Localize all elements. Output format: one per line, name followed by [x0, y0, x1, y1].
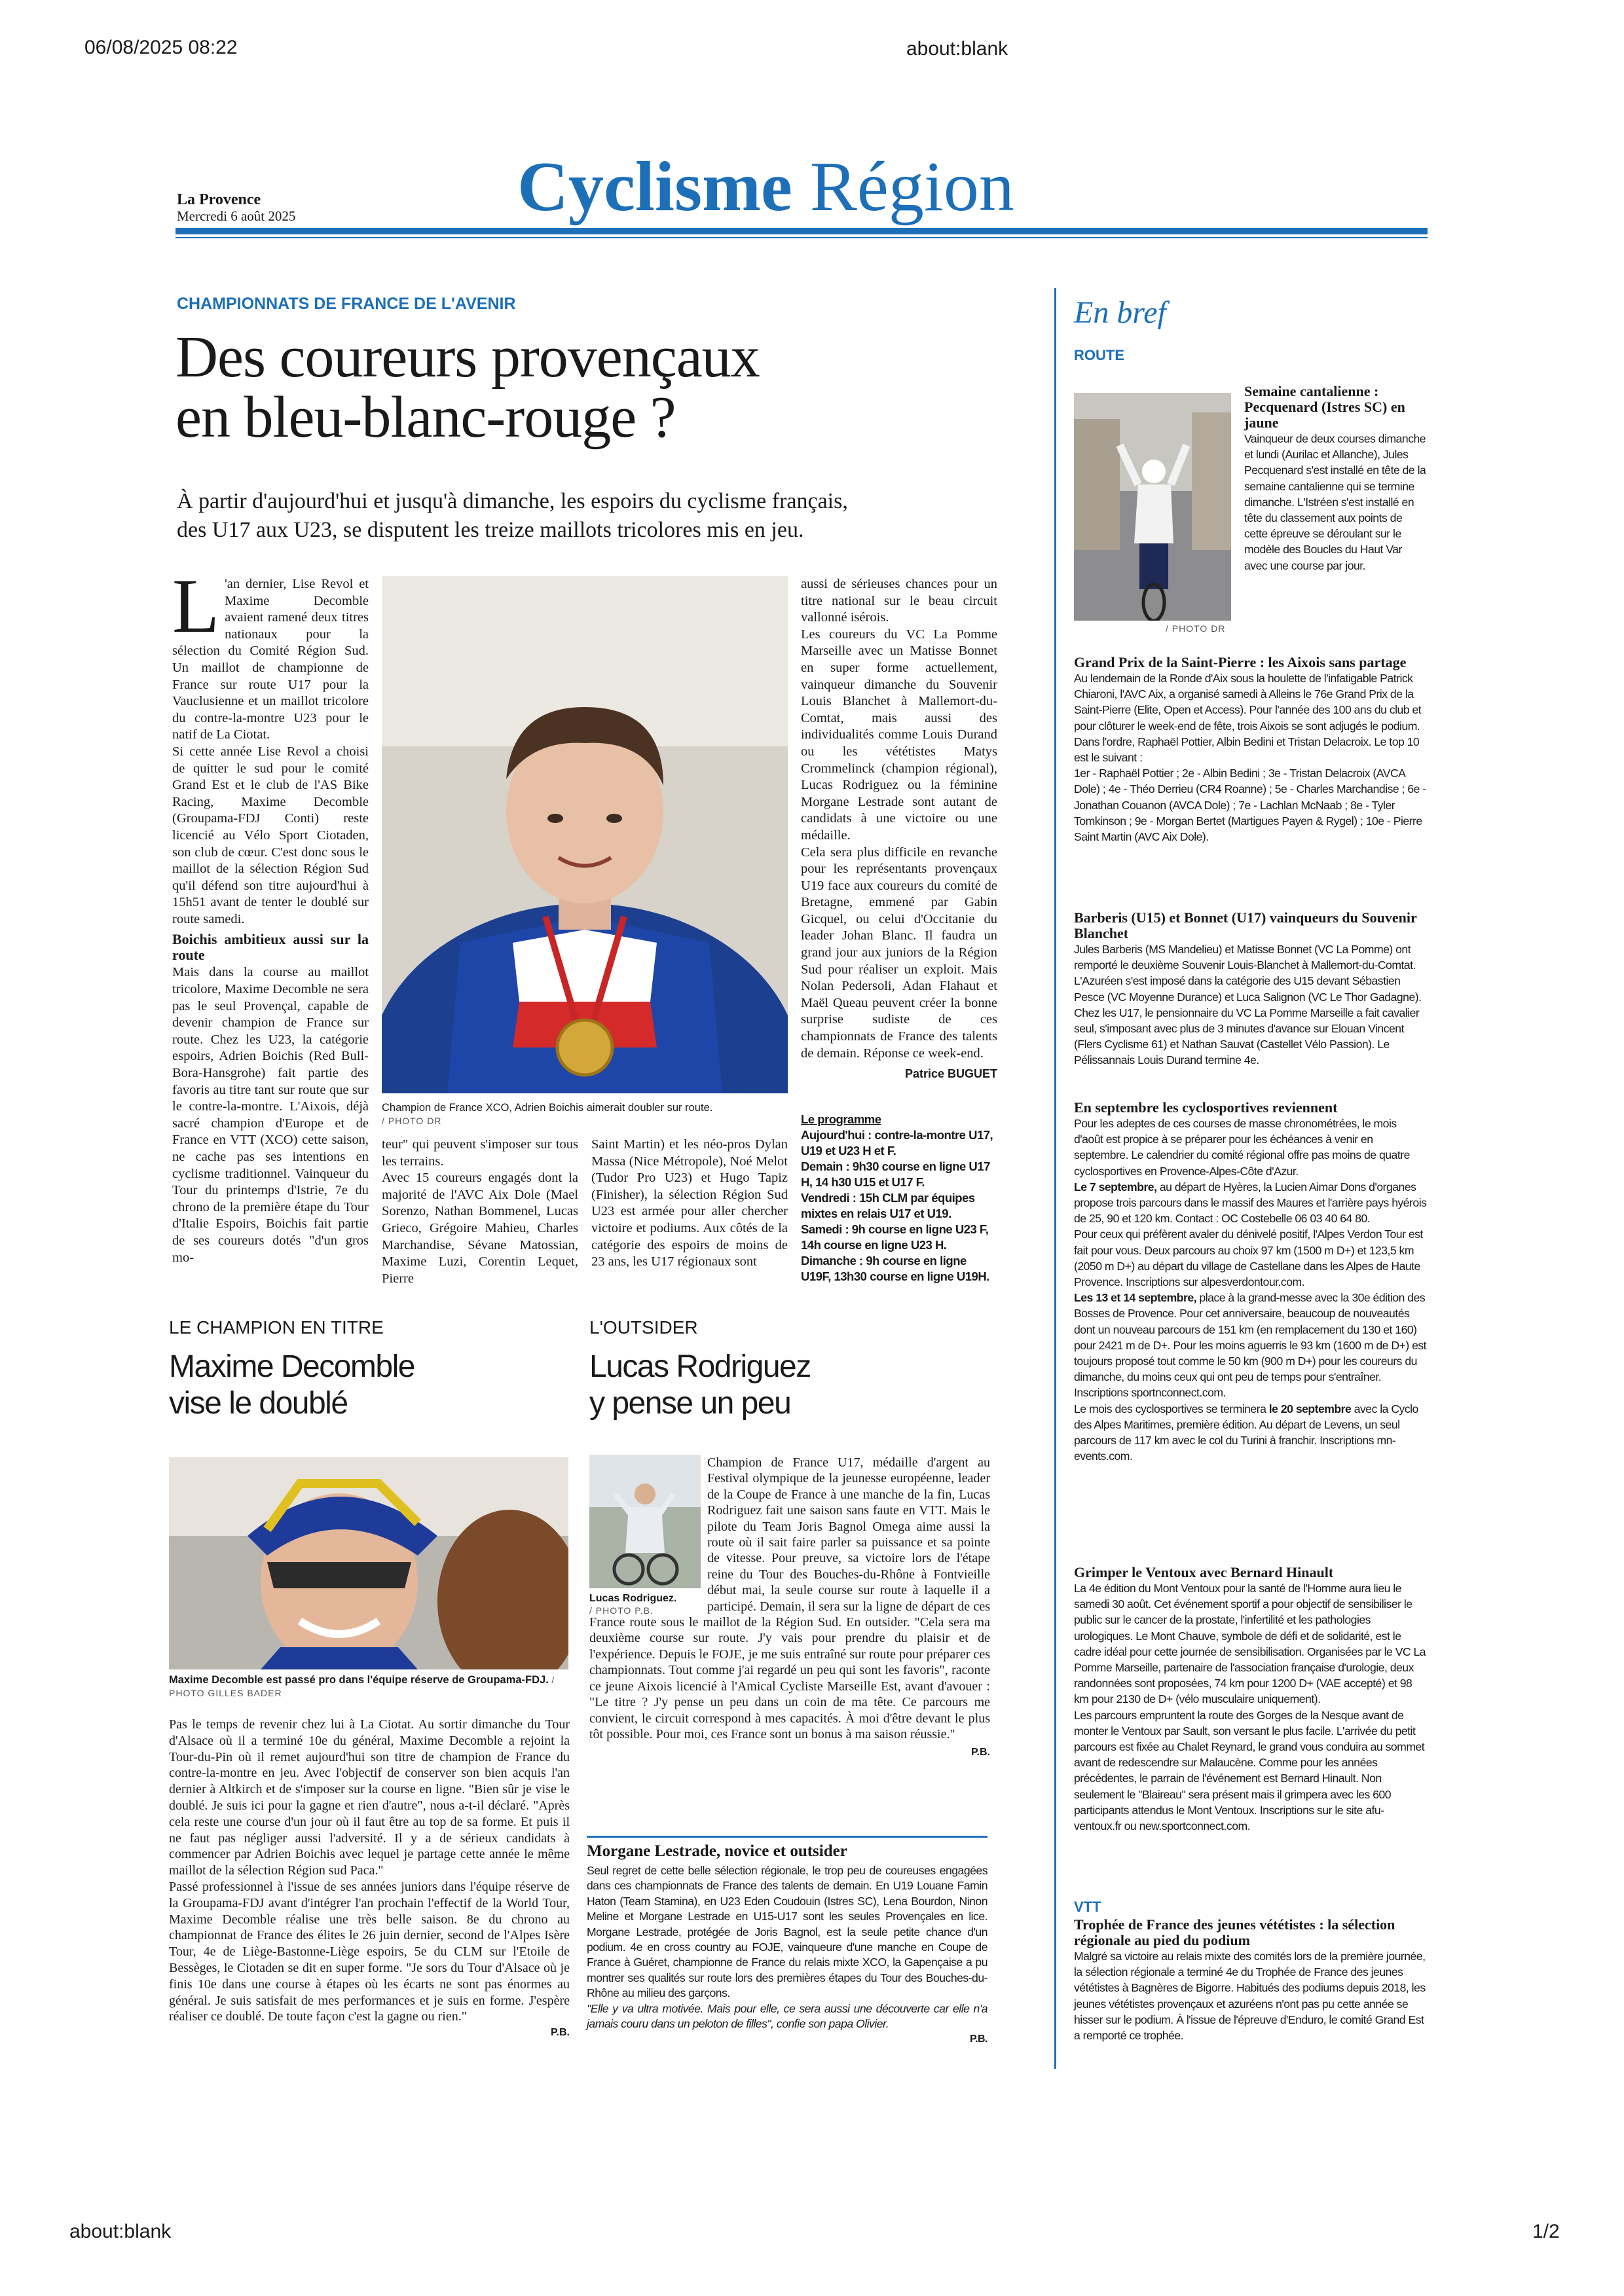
- lead-paragraph: Avec 15 coureurs engagés dont la majorité de l'AVC Aix Dole (Mael Sorenzo, Nathan Bommenel, Lucas Grieco, Grégoire Mahieu, Charles Marchandise, Sévane Matossian, Maxime Luzi, Corentin Lequet, Pierre: [382, 1171, 578, 1286]
- brief-item-1: [1244, 384, 1428, 574]
- brief-tag-route: ROUTE: [1074, 347, 1124, 363]
- champion-title-line2: vise le doublé: [169, 1386, 348, 1421]
- section-title: [517, 148, 1014, 227]
- programme-box: [801, 1112, 997, 1285]
- lead-column-2: [382, 1137, 578, 1287]
- decomble-caption: [169, 1673, 568, 1700]
- brief-date: Les 13 et 14 septembre,: [1074, 1291, 1197, 1305]
- brief-text: au départ de Hyères, la Lucien Aimar Dons d'organes propose trois parcours dans le massif des Maures et l'arrière pays hyérois de 25, 90 et 120 km. Contact : OC Costebelle 06 03 40 64 80.: [1074, 1180, 1427, 1226]
- print-tab-title: about:blank: [906, 38, 1008, 60]
- masthead-rule: [175, 228, 1428, 234]
- outsider-title-line2: y pense un peu: [589, 1386, 791, 1421]
- pecquenard-photo-illustration: [1074, 393, 1231, 621]
- standfirst-line1: À partir d'aujourd'hui et jusqu'à dimanche, les espoirs du cyclisme français,: [177, 489, 848, 513]
- outsider-kicker: L'OUTSIDER: [589, 1317, 698, 1338]
- champion-kicker: LE CHAMPION EN TITRE: [169, 1317, 384, 1338]
- print-page-number: 1/2: [1532, 2221, 1560, 2242]
- print-footer-url: about:blank: [69, 2221, 172, 2242]
- morgane-title: Morgane Lestrade, novice et outsider: [587, 1842, 847, 1860]
- morgane-rule: [587, 1836, 987, 1838]
- lead-column-1: [172, 563, 369, 1266]
- lead-paragraph: Les coureurs du VC La Pomme Marseille avec un Matisse Bonnet en super forme actuellement, vainqueur dimanche du Souvenir Louis Blanchet à Mallemort-du-Comtat, mais aussi des individualités comme Louis Durand ou les vététistes Matys Crommelinck (champion régional), Lucas Rodriguez ou la féminine Morgane Lestrade sont autant de candidats à une victoire ou une médaille.: [801, 627, 997, 843]
- brief-header: En bref: [1074, 295, 1166, 330]
- lead-headline-line1: Des coureurs provençaux: [175, 325, 760, 390]
- brief-date: le 20 septembre: [1268, 1402, 1352, 1415]
- brief-body: Jules Barberis (MS Mandelieu) et Matisse Bonnet (VC La Pomme) ont remporté le deuxième Souvenir Louis-Blanchet à Mallemort-du-Comtat. L'Azuréen s'est imposé dans la catégorie des U15 devant Sébastien Pesce (VC Moyenne Durance) et Luca Salignon (VC Le Thor Gadagne). Chez les U17, le pensionnaire du VC La Pomme Marseille a fait cavalier seul, s'imposant avec plus de 3 minutes d'avance sur Elouan Vincent (Flers Cyclisme 61) et Nathan Sauvat (Castellet Vélo Passion). Le Pélissannais Louis Durand termine 4e.: [1074, 943, 1422, 1067]
- decomble-caption-text: Maxime Decomble est passé pro dans l'équipe réserve de Groupama-FDJ.: [169, 1674, 549, 1686]
- lead-kicker: CHAMPIONNATS DE FRANCE DE L'AVENIR: [177, 295, 516, 313]
- brief-item-2: [1074, 655, 1428, 845]
- outsider-title: [589, 1349, 811, 1422]
- lead-paragraph: Mais dans la course au maillot tricolore, Maxime Decomble ne sera pas le seul Provençal, capable de devenir champion de France sur route. Chez les U23, la catégorie espoirs, Adrien Boichis (Red Bull- Bora-Hansgrohe) fait partie des favoris au titre tant sur route que sur le contre-la-montre. L'Aixois, déjà sacré champion d'Europe et de France en VTT (XCO) cette saison, ne cache pas ses intentions en cyclisme traditionnel. Vainqueur du Tour du printemps d'Istrie, 7e du chrono de la première étape du Tour d'Italie Espoirs, Boichis fait partie de ses coureurs dotés "d'un gros mo-: [172, 965, 369, 1265]
- programme-item: Demain : 9h30 course en ligne U17 H, 14 h30 U15 et U17 F.: [801, 1159, 990, 1189]
- lead-column-3: [591, 1137, 788, 1271]
- champion-title-line1: Maxime Decomble: [169, 1349, 415, 1384]
- brief-paragraph: [1074, 1179, 1428, 1227]
- print-datetime: 06/08/2025 08:22: [84, 37, 238, 58]
- lead-paragraph: aussi de sérieuses chances pour un titre national sur le beau circuit vallonné isérois.: [801, 577, 997, 625]
- outsider-body: [589, 1455, 990, 1761]
- brief-ranking: 1er - Raphaël Pottier ; 2e - Albin Bedini ; 3e - Tristan Delacroix (AVCA Dole) ; 4e - Théo Derrieu (CR4 Roanne) ; 5e - Charles Marchandise ; 6e - Jonathan Couanon (AVCA Dole) ; 7e - Lachlan McNaab ; 8e - Tyler Tomkinson ; 9e - Morgan Bertet (Martigues Payen & Rygel) ; 10e - Pierre Saint Martin (AVC Aix Dole).: [1074, 767, 1426, 844]
- brief-title: Grimper le Ventoux avec Bernard Hinault: [1074, 1564, 1334, 1580]
- brief-body: [1074, 1116, 1428, 1464]
- champion-paragraph: Pas le temps de revenir chez lui à La Ciotat. Au sortir dimanche du Tour d'Alsace où il a terminé 10e du général, Maxime Decomble a rejoint la Tour-du-Pin où il remet aujourd'hui son titre de champion de France du contre-la-montre en jeu. Avec l'objectif de conserver son bien acquis l'an dernier à Altkirch et de s'imposer sur la course en ligne. "Bien sûr je vise le doublé. Je suis ici pour la gagne et rien d'autre", nous a-t-il déclaré. "Après cela reste une course d'un jour où il faut être au top de sa forme. Et puis il ne faut pas négliger aussi l'adversité. Il y a de sérieux candidats à commencer par Adrien Boichis avec lequel je partage cette année le même maillot de la sélection Région sud Paca.": [169, 1717, 570, 1878]
- lead-paragraph: 'an dernier, Lise Revol et Maxime Decomble avaient ramené deux titres nationaux pour la sélection du Comité Région Sud. Un maillot de championne de France sur route U17 pour la Vauclusienne et un maillot tricolore du contre-la-montre U23 pour le natif de La Ciotat.: [172, 577, 369, 742]
- lead-standfirst: [177, 487, 848, 545]
- brief-text: avec la Cyclo des Alpes Maritimes, première édition. Au départ de Levens, un seul parcours de 117 km avec le col du Turini à franchir. Inscriptions mn-events.com.: [1074, 1402, 1418, 1463]
- lead-subheading: Boichis ambitieux aussi sur la route: [172, 931, 369, 964]
- boichis-caption: [382, 1101, 788, 1127]
- brief-text: Le mois des cyclosportives se terminera: [1074, 1402, 1269, 1415]
- outsider-signature: P.B.: [970, 1747, 990, 1758]
- brief-text: place à la grand-messe avec la 30e édition des Bosses de Provence. Pour cet anniversaire, beaucoup de nouveautés dont un nouveau parcours de 151 km (en remplacement du 130 et 160) pour 2421 m de D+. Pour les moins aguerris le 93 km (1600 m de D+) est toujours proposé tout comme le 50 km (900 m D+) pour les coureurs du dimanche, du moins ceux qui ont peu de temps pour s'entraîner. Inscriptions sportnconnect.com.: [1074, 1291, 1427, 1400]
- masthead-rule-thin: [175, 237, 1428, 238]
- brief-title: Trophée de France des jeunes vététistes : la sélection régionale au pied du podium: [1074, 1916, 1395, 1948]
- boichis-photo: [382, 576, 788, 1093]
- programme-title: Le programme: [801, 1112, 881, 1126]
- brief-item-6: [1074, 1917, 1428, 2043]
- lead-paragraph: Cela sera plus difficile en revanche pour les représentants provençaux U19 face aux coureurs du comité de Bretagne, emmené par Gabin Gicquel, ou celui d'Occitanie du leader Johan Blanc. Il faudra un grand jour aux juniors de la Région Sud pour réaliser un exploit. Mais Nolan Pedersoli, Adan Flahaut et Maël Queau peuvent créer la bonne surprise sudiste de ces championnats de France des talents de demain. Réponse ce week-end.: [801, 845, 997, 1061]
- dropcap: L: [172, 563, 220, 649]
- decomble-photo: [169, 1457, 568, 1669]
- programme-item: Dimanche : 9h course en ligne U19F, 13h30 course en ligne U19H.: [801, 1254, 989, 1283]
- outsider-title-line1: Lucas Rodriguez: [589, 1349, 811, 1384]
- brief-title: En septembre les cyclosportives reviennent: [1074, 1099, 1338, 1116]
- lead-headline: [175, 327, 760, 448]
- lead-column-4: [801, 576, 997, 1083]
- standfirst-line2: des U17 aux U23, se disputent les treize maillots tricolores mis en jeu.: [177, 518, 804, 542]
- brief-item-4: [1074, 1100, 1428, 1464]
- morgane-quote: "Elle y va ultra motivée. Mais pour elle, ce sera aussi une découverte car elle n'a jamais couru dans un peloton de filles", confie son papa Olivier.: [587, 2001, 987, 2031]
- brief-paragraph: Pour les adeptes de ces courses de masse chronométrées, le mois d'août est propice à se préparer pour les échéances à venir en septembre. Le calendrier du comité régional offre pas moins de quatre cyclosportives en Provence-Alpes-Côte d'Azur.: [1074, 1117, 1410, 1178]
- decomble-photo-credit: / PHOTO GILLES BADER: [169, 1675, 555, 1698]
- lead-headline-line2: en bleu-blanc-rouge ?: [175, 385, 676, 450]
- lead-paragraph: Si cette année Lise Revol a choisi de quitter le sud pour le comité Grand Est et le club de l'AS Bike Racing, Maxime Decomble (Groupama-FDJ Conti) reste licencié au Vélo Sport Ciotaden, son club de cœur. C'est donc sous le maillot de la sélection Région Sud qu'il défend son titre aujourd'hui à 15h51 avant de tenter le doublé sur route samedi.: [172, 744, 369, 926]
- morgane-signature: P.B.: [969, 2033, 987, 2045]
- brief-body: Vainqueur de deux courses dimanche et lundi (Aurilac et Allanche), Jules Pecquenard s'est installé en tête de la semaine cantalienne qui se termine dimanche. L'Istréen s'est installé en tête du classement aux points de cette épreuve se déroulant sur le modèle des Boucles du Haut Var avec une course par jour.: [1244, 432, 1426, 572]
- lead-paragraph: teur" qui peuvent s'imposer sur tous les terrains.: [382, 1137, 578, 1169]
- decomble-photo-illustration: [169, 1457, 568, 1669]
- brief-paragraph: Les parcours empruntent la route des Gorges de la Nesque avant de monter le Ventoux par Sault, son versant le plus facile. L'arrivée du petit parcours est fixée au Chalet Reynard, le grand vous conduira au sommet avant de redescendre sur Malaucène. Comme pour les années précédentes, le parrain de l'événement est Bernard Hinault. Non seulement le "Blaireau" sera présent mais il grimpera avec les 600 participants attendus le Mont Ventoux. Inscriptions sur le site afu-ventoux.fr ou new.sportconnect.com.: [1074, 1708, 1425, 1833]
- sidebar-divider: [1054, 288, 1056, 2069]
- champion-title: [169, 1349, 415, 1422]
- edition-date: Mercredi 6 août 2025: [177, 208, 296, 224]
- morgane-paragraph: Seul regret de cette belle sélection régionale, le trop peu de coureuses engagées dans ces championnats de France des talents de demain. En U19 Louane Famin Haton (Team Stamina), en U23 Eden Coudouin (Istres SC), Lena Bourdon, Ninon Meline et Morgane Lestrade en U15-U17 sont les seules Provençales en lice. Morgane Lestrade, protégée de Joris Bagnol, est la seule petite chance d'un podium. 4e en cross country au FOJE, vainqueure d'une manche en Coupe de France à Guéret, championne de France du relais mixte XCO, la Gapençaise a pu montrer ses qualités sur route lors des premières étapes du Tour des Bouches-du-Rhône au milieu des garçons.: [587, 1864, 987, 2000]
- brief-paragraph: Pour ceux qui préfèrent avaler du dénivelé positif, l'Alpes Verdon Tour est fait pour vous. Deux parcours au choix 97 km (1500 m D+) et 123,5 km (2050 m D+) au départ du village de Castellane dans les Alpes de Haute Provence. Inscriptions sur alpesverdontour.com.: [1074, 1228, 1423, 1289]
- boichis-photo-illustration: [382, 576, 788, 1093]
- brief-paragraph: [1074, 1401, 1428, 1465]
- pecquenard-photo: [1074, 393, 1231, 621]
- photo-float-spacer: [589, 1455, 707, 1605]
- champion-signature: P.B.: [550, 2027, 570, 2039]
- programme-item: Vendredi : 15h CLM par équipes mixtes en relais U17 et U19.: [801, 1191, 975, 1220]
- brief-title: Grand Prix de la Saint-Pierre : les Aixois sans partage: [1074, 654, 1407, 670]
- pecquenard-photo-credit: / PHOTO DR: [1166, 623, 1226, 634]
- brief-body: Malgré sa victoire au relais mixte des comités lors de la première journée, la sélection régionale a terminé 4e du Trophée de France des jeunes vététistes à Bagnères de Bigorre. Habitués des podiums depuis 2018, les jeunes vététistes provençaux et azuréens n'ont pas pu cette année se hisser sur le podium. À l'issue de l'épreuve d'Enduro, le comité Grand Est a remporté ce trophée.: [1074, 1950, 1426, 2043]
- paper-name: La Provence: [177, 191, 261, 208]
- brief-title: Barberis (U15) et Bonnet (U17) vainqueurs du Souvenir Blanchet: [1074, 909, 1417, 941]
- brief-item-5: [1074, 1565, 1428, 1834]
- brief-paragraph: [1074, 1290, 1428, 1400]
- brief-tag-vtt: VTT: [1074, 1899, 1101, 1915]
- outsider-paragraph: Champion de France U17, médaille d'argent au Festival olympique de la jeunesse européenne, leader de la Coupe de France à une manche de la fin, Lucas Rodriguez fait une saison sans faute en VTT. Mais le pilote du Team Joris Bagnol Omega aime aussi la route où il sait faire parler sa puissance et sa pointe de vitesse. Pour preuve, sa victoire lors de l'étape reine du Tour des Bouches-du-Rhône à Fontvieille début mai, la seule course sur route à laquelle il a participé. Demain, il sera sur la ligne de départ de ces France route sous le maillot de la Région Sud. En outsider. "Cela sera ma deuxième course sur route. J'y vais pour prendre du plaisir et de l'expérience. Depuis le FOJE, je me suis entraîné sur route pour préparer ces championnats. Tout comme j'ai regardé un peu qui sont les favoris", raconte ce jeune Aixois licencié à l'Amical Cycliste Marseille Est, avant d'avouer : "Le titre ? J'y pense un peu dans un coin de ma tête. Ce parcours me convient, le circuit correspond à mes capacités. À moi d'être devant le plus tôt possible. Pour moi, ces France sont un bonus à ma saison réussie.": [589, 1455, 990, 1741]
- section-sub: Région: [809, 148, 1014, 226]
- brief-body: [1074, 670, 1428, 845]
- brief-paragraph: Au lendemain de la Ronde d'Aix sous la houlette de l'infatigable Patrick Chiaroni, l'AVC Aix, a organisé samedi à Alleins le 76e Grand Prix de la Saint-Pierre (Elite, Open et Access). Pour l'année des 100 ans du club et pour clôturer le week-end de fête, trois Aixois se sont adjugés le podium. Dans l'ordre, Raphaël Pottier, Albin Bedini et Tristan Delacroix. Le top 10 est le suivant :: [1074, 672, 1422, 765]
- section-main: Cyclisme: [517, 148, 792, 226]
- morgane-body: [587, 1863, 987, 2047]
- champion-body: [169, 1717, 570, 2041]
- programme-item: Samedi : 9h course en ligne U23 F, 14h course en ligne U23 H.: [801, 1222, 989, 1252]
- rodriguez-caption-text: Lucas Rodriguez.: [589, 1593, 677, 1604]
- lead-signature: Patrice BUGUET: [904, 1067, 997, 1081]
- lead-paragraph: Saint Martin) et les néo-pros Dylan Massa (Nice Métropole), Noé Melot (Tudor Pro U23) et Hugo Tapiz (Finisher), la sélection Région Sud U23 est armée pour aller chercher victoire et podiums. Aux côtés de la catégorie des espoirs de moins de 23 ans, les U17 régionaux sont: [591, 1137, 788, 1269]
- brief-paragraph: La 4e édition du Mont Ventoux pour la santé de l'Homme aura lieu le samedi 30 août. Cet événement sportif a pour objectif de sensibiliser le public sur le cancer de la prostate, l'infertilité et les pathologies urologiques. Le Mont Chauve, symbole de défi et de solidarité, est le cadre idéal pour cette journée de sensibilisation. Organisées par le VC La Pomme Marseille, partenaire de l'association française d'urologie, deux randonnées sont proposées, 74 km pour 1200 D+ (VAE accepté) et 98 km pour 2130 de D+ (vélo musculaire uniquement).: [1074, 1582, 1426, 1706]
- brief-date: Le 7 septembre,: [1074, 1180, 1157, 1194]
- brief-title: Semaine cantalienne : Pecquenard (Istres SC) en jaune: [1244, 383, 1405, 431]
- champion-paragraph: Passé professionnel à l'issue de ses années juniors dans l'équipe réserve de la Groupama-FDJ avant d'intégrer l'an prochain l'effectif de la World Tour, Maxime Decomble réalise une très belle saison. 8e du chrono au championnat de France des élites le 26 juin dernier, second de l'Alpes Isère Tour, 4e de Liège-Bastonne-Liège espoirs, 5e du CLM sur l'Etoile de Bessèges, le Ciotaden se dit en super forme. "Je sors du Tour d'Alsace où je finis 10e dans une course à étapes où les écarts ne sont pas énormes au général. Je suis satisfait de mes performances et je suis en forme. J'espère réaliser ce doublé. De toute façon c'est la gagne ou rien.": [169, 1879, 570, 2024]
- programme-item: Aujourd'hui : contre-la-montre U17, U19 et U23 H et F.: [801, 1128, 993, 1157]
- brief-item-3: [1074, 910, 1428, 1068]
- pecquenard-credit: [1166, 622, 1225, 635]
- rodriguez-photo-credit: / PHOTO P.B.: [589, 1605, 654, 1616]
- brief-body: [1074, 1580, 1428, 1834]
- boichis-caption-text: Champion de France XCO, Adrien Boichis aimerait doubler sur route.: [382, 1102, 713, 1114]
- boichis-photo-credit: / PHOTO DR: [382, 1116, 442, 1126]
